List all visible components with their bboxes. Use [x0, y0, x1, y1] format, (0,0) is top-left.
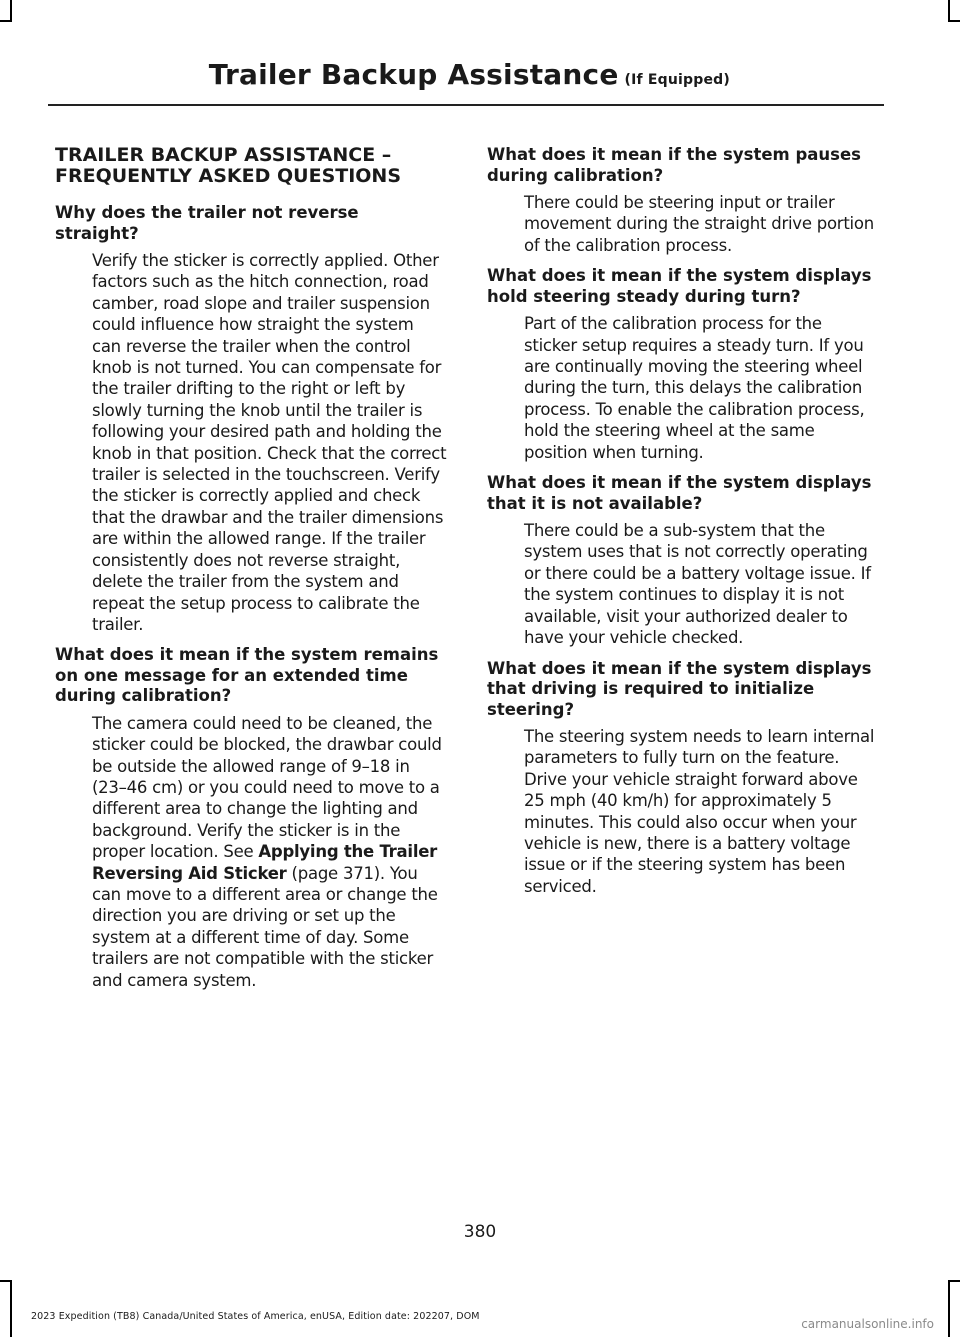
answer-text-part1: The camera could need to be cleaned, the sticker could be blocked, the drawbar could be outside the allowed range of 9–18 in (23–46 cm) or you could need to move to a different area to change the lighting and background. Verify the sticker is in the proper location. See — [92, 713, 442, 862]
question-trailer-not-straight: Why does the trailer not reverse straight? — [55, 203, 359, 243]
question-hold-steering-steady: What does it mean if the system displays hold steering steady during turn? — [487, 266, 872, 306]
crop-mark-top-left-horizontal — [0, 20, 12, 22]
answer-pauses-calibration: There could be steering input or trailer movement during the straight drive portion of the calibration process. — [524, 193, 874, 255]
crop-mark-bottom-left-vertical — [10, 1280, 12, 1337]
crop-mark-top-right-horizontal — [948, 20, 960, 22]
answer-trailer-not-straight: Verify the sticker is correctly applied. Other factors such as the hitch connection, road camber, road slope and trailer suspension could influence how straight the system can reverse the trailer when the control knob is not turned. You can compensate for the trailer drifting to the right or left by slowly turning the knob until the trailer is following your desired path and holding the knob in that position. Check that the correct trailer is selected in the touchscreen. Verify the sticker is correctly applied and check that the drawbar and the trailer dimensions are within the allowed range. If the trailer consistently does not reverse straight, delete the trailer from the system and repeat the setup process to calibrate the trailer. — [92, 251, 447, 634]
right-column — [487, 145, 879, 907]
page-header — [209, 58, 730, 91]
question-pauses-calibration: What does it mean if the system pauses during calibration? — [487, 145, 861, 185]
answer-driving-required: The steering system needs to learn internal parameters to fully turn on the feature. Drive your vehicle straight forward above 25 mph (40 km/h) for approximately 5 minutes. This could also occur when your vehicle is new, there is a battery voltage issue or if the steering system has been serviced. — [524, 727, 875, 896]
cross-reference-page: (page 371). — [286, 863, 385, 883]
answer-not-available: There could be a sub-system that the system uses that is not correctly operating or there could be a battery voltage issue. If the system continues to display it is not available, visit your authorized dealer to have your vehicle checked. — [524, 521, 871, 648]
answer-hold-steering-steady: Part of the calibration process for the sticker setup requires a steady turn. If you are continually moving the steering wheel during the turn, this delays the calibration process. To enable the calibration process, hold the steering wheel at the same position when turning. — [524, 314, 865, 462]
cross-reference-link[interactable]: Applying the Trailer Reversing Aid Sticker — [92, 842, 438, 883]
header-divider — [48, 104, 884, 106]
header-subtitle: (If Equipped) — [624, 72, 730, 88]
page-number: 380 — [463, 1222, 497, 1242]
question-driving-required: What does it mean if the system displays that driving is required to initialize steering? — [487, 658, 872, 719]
answer-text-part2: You can move to a different area or change the direction you are driving or set up the system at a different time of day. Some trailers are not compatible with the sticker and camera system. — [92, 863, 438, 990]
question-not-available: What does it mean if the system displays that it is not available? — [487, 473, 872, 513]
crop-mark-top-right-vertical — [948, 0, 950, 22]
crop-mark-bottom-left-horizontal — [0, 1280, 12, 1282]
crop-mark-bottom-right-horizontal — [948, 1280, 960, 1282]
crop-mark-top-left-vertical — [10, 0, 12, 22]
section-title: TRAILER BACKUP ASSISTANCE – FREQUENTLY ASKED QUESTIONS — [55, 144, 402, 187]
watermark: carmanualsonline.info — [801, 1317, 934, 1331]
answer-remains-on-message — [55, 713, 447, 991]
question-remains-on-message: What does it mean if the system remains on one message for an extended time during calibration? — [55, 645, 439, 706]
left-column — [55, 145, 447, 1001]
header-title: Trailer Backup Assistance — [208, 58, 619, 91]
footer-edition: 2023 Expedition (TB8) Canada/United States of America, enUSA, Edition date: 202207, DOM — [31, 1311, 480, 1322]
crop-mark-bottom-right-vertical — [948, 1280, 950, 1337]
